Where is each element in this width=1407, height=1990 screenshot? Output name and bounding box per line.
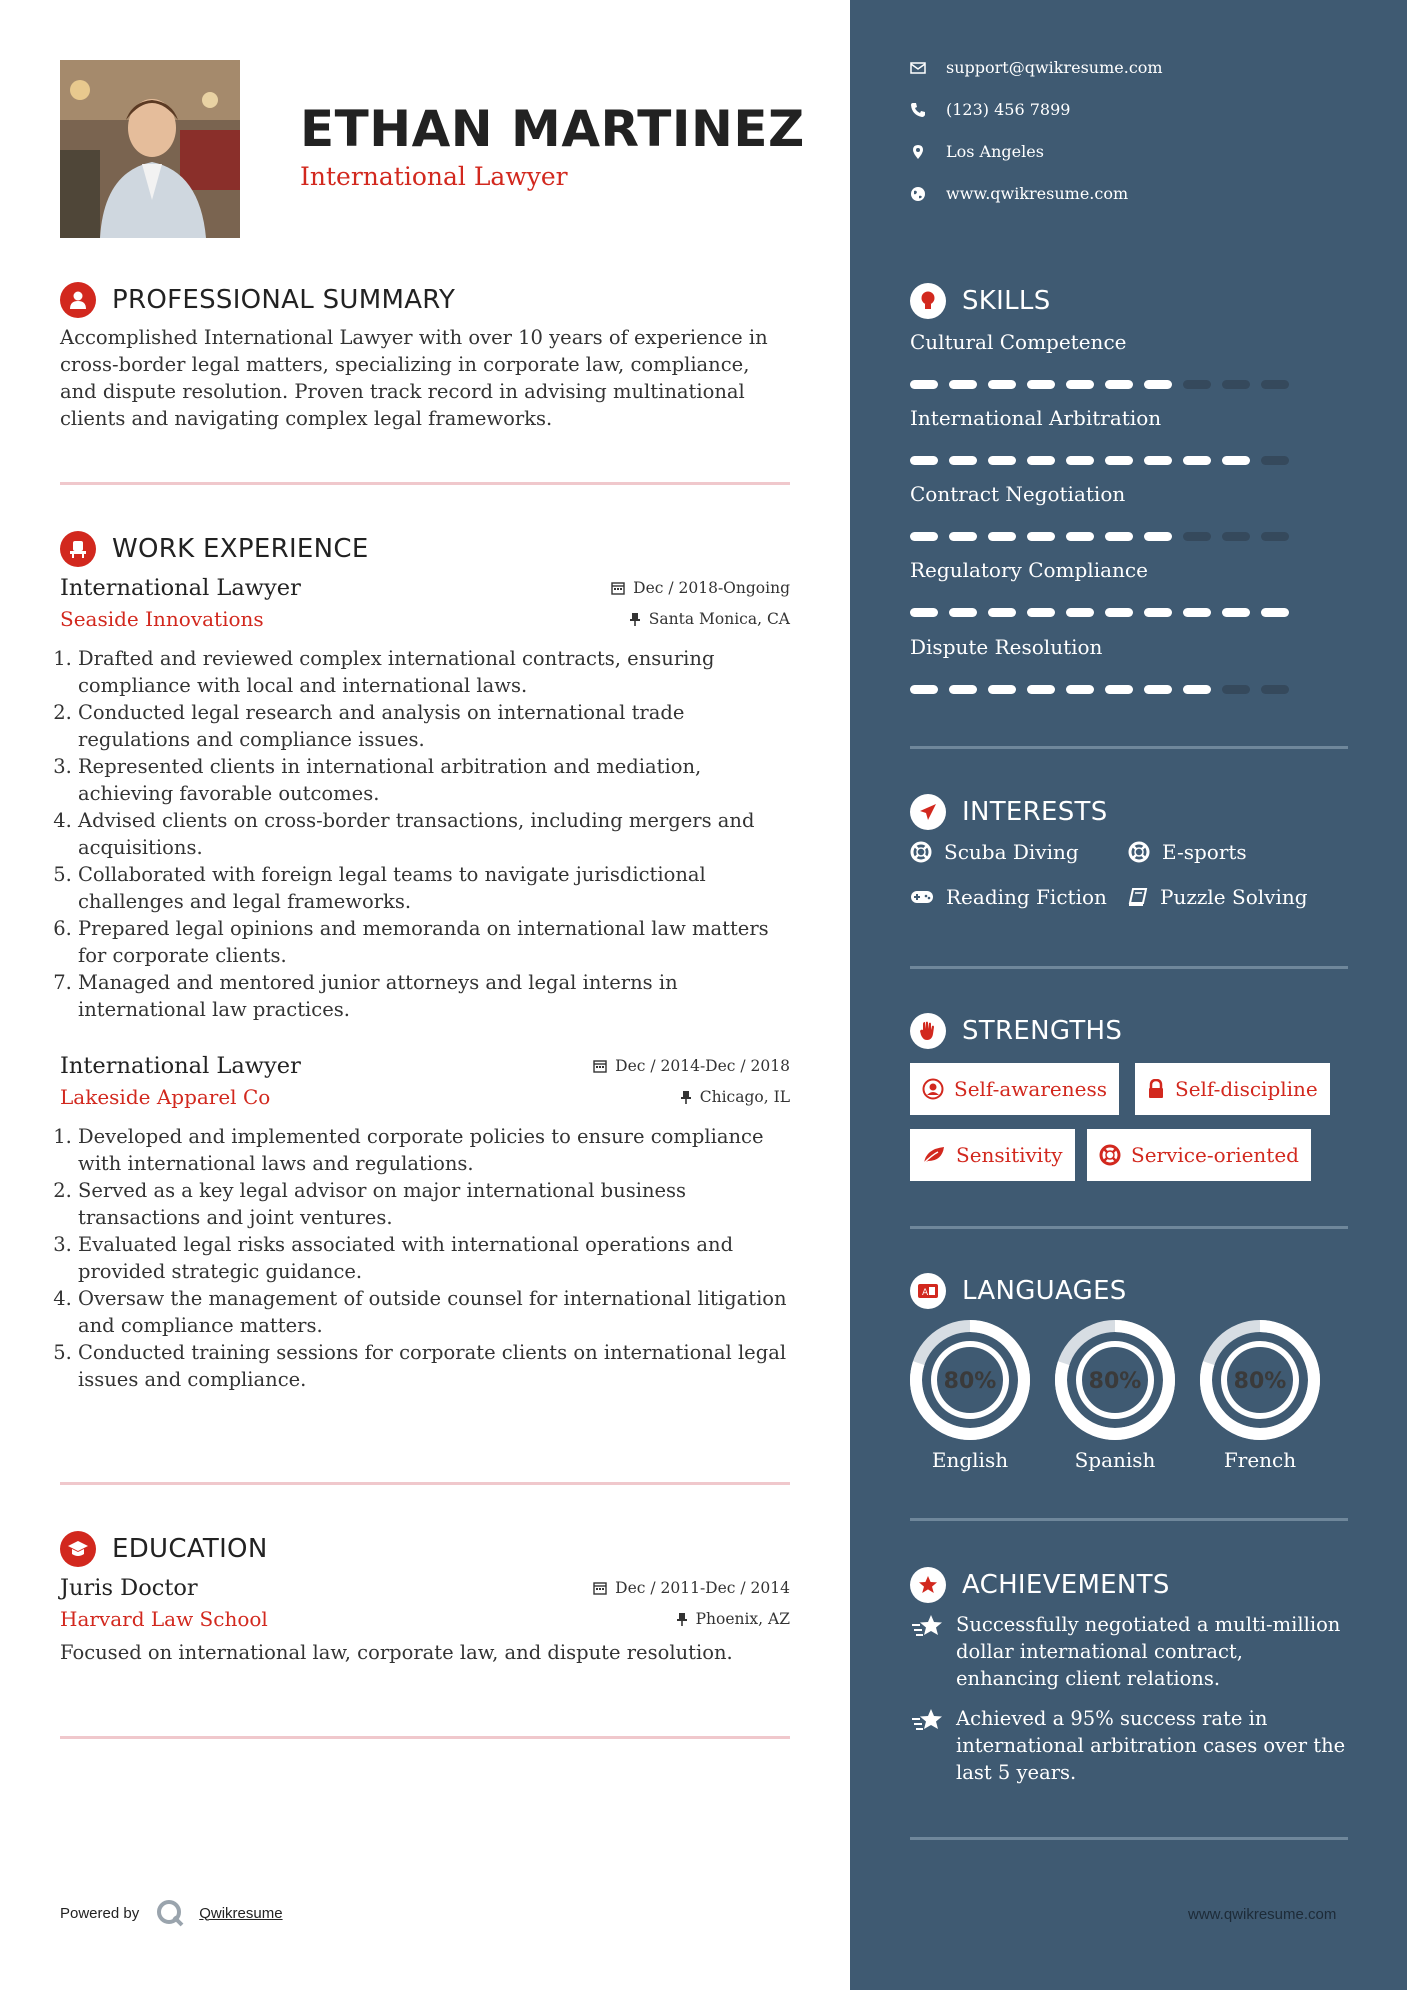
job-location xyxy=(680,1088,790,1106)
achievements-header xyxy=(910,1565,1170,1605)
user-icon xyxy=(60,282,96,318)
skill-segment xyxy=(1222,685,1250,694)
job-location-text: Santa Monica, CA xyxy=(648,610,790,628)
skill-segment xyxy=(1027,685,1055,694)
footer-website[interactable]: www.qwikresume.com xyxy=(1188,1906,1337,1923)
skills-header xyxy=(910,281,1051,321)
skill-segment xyxy=(1066,456,1094,465)
leaf-icon xyxy=(922,1145,946,1165)
strengths-header xyxy=(910,1011,1122,1051)
skill-segment xyxy=(1105,685,1133,694)
skill-segment xyxy=(1105,532,1133,541)
skill-segment xyxy=(949,456,977,465)
education-dates-text: Dec / 2011-Dec / 2014 xyxy=(615,1579,790,1597)
skill-segment xyxy=(988,456,1016,465)
strength-chip xyxy=(910,1063,1119,1115)
skill-segment xyxy=(1261,532,1289,541)
skill-segment xyxy=(1261,456,1289,465)
interest-item xyxy=(910,885,1107,909)
skill-segment xyxy=(1144,456,1172,465)
life-ring-icon xyxy=(1099,1144,1121,1166)
portrait-image xyxy=(60,60,240,238)
strengths-heading: STRENGTHS xyxy=(962,1016,1123,1046)
skill-segment xyxy=(910,456,938,465)
skill-name: Cultural Competence xyxy=(910,330,1127,354)
language-name: French xyxy=(1223,1448,1297,1472)
profile-photo xyxy=(60,60,240,238)
contact-phone[interactable] xyxy=(910,100,1070,119)
job-bullets xyxy=(60,1123,790,1393)
language-name: Spanish xyxy=(1074,1448,1156,1472)
section-divider xyxy=(60,1482,790,1485)
education-heading: EDUCATION xyxy=(112,1534,268,1564)
skill-segment xyxy=(1261,380,1289,389)
summary-text: Accomplished International Lawyer with over 10 years of experience in cross-border legal matters, specializing in corporate law, compliance, and dispute resolution. Proven track record in advising multinational clients and navigating complex legal frameworks. xyxy=(60,326,768,430)
hand-icon xyxy=(910,1013,946,1049)
envelope-icon xyxy=(910,61,926,75)
skill-segment xyxy=(988,685,1016,694)
skill-segment xyxy=(1144,685,1172,694)
shooting-star-icon xyxy=(910,1613,946,1641)
job-title: International Lawyer xyxy=(60,575,301,601)
paper-plane-icon xyxy=(910,794,946,830)
job-entry xyxy=(60,575,790,1023)
skill-segment xyxy=(1183,685,1211,694)
skill-segment xyxy=(1222,380,1250,389)
qwikresume-link[interactable]: Qwikresume xyxy=(199,1904,283,1922)
gamepad-icon xyxy=(910,889,934,905)
skill-level-bar xyxy=(910,685,1289,694)
lightbulb-icon xyxy=(910,283,946,319)
star-icon xyxy=(910,1567,946,1603)
phone-icon xyxy=(910,102,926,118)
list-item: 6. Prepared legal opinions and memoranda on international law matters for corporate clients. xyxy=(78,915,790,969)
pushpin-icon xyxy=(676,1612,688,1626)
interest-item xyxy=(1128,885,1308,909)
interest-item xyxy=(1128,840,1247,864)
skill-segment xyxy=(988,532,1016,541)
strength-chip xyxy=(910,1129,1075,1181)
language-item xyxy=(1198,1318,1322,1472)
language-name: English xyxy=(931,1448,1009,1472)
sidebar-divider xyxy=(910,746,1348,749)
degree: Juris Doctor xyxy=(60,1575,198,1601)
skill-segment xyxy=(1222,608,1250,617)
education-location-text: Phoenix, AZ xyxy=(695,1610,790,1628)
job-location xyxy=(629,610,790,628)
contact-website-text: www.qwikresume.com xyxy=(946,184,1129,203)
skill-segment xyxy=(1222,532,1250,541)
skill-segment xyxy=(1261,608,1289,617)
skill-segment xyxy=(949,685,977,694)
contact-location-text: Los Angeles xyxy=(946,142,1044,161)
book-icon xyxy=(1128,887,1148,907)
achievement-item xyxy=(910,1705,1350,1786)
skill-segment xyxy=(1144,532,1172,541)
sidebar-divider xyxy=(910,1837,1348,1840)
sidebar-divider xyxy=(910,1518,1348,1521)
job-company: Seaside Innovations xyxy=(60,607,264,631)
skill-segment xyxy=(1027,532,1055,541)
achievement-text: Achieved a 95% success rate in international arbitration cases over the last 5 years. xyxy=(956,1707,1346,1784)
section-divider xyxy=(60,482,790,485)
skill-segment xyxy=(1066,380,1094,389)
summary-header xyxy=(60,280,790,320)
contact-email[interactable] xyxy=(910,58,1163,77)
job-bullets xyxy=(60,645,790,1023)
language-percent: 80% xyxy=(943,1369,997,1394)
school: Harvard Law School xyxy=(60,1607,268,1631)
sidebar-divider xyxy=(910,966,1348,969)
language-percent: 80% xyxy=(1233,1369,1287,1394)
education-location xyxy=(676,1610,790,1628)
education-dates xyxy=(593,1579,790,1597)
skill-segment xyxy=(1183,380,1211,389)
user-circle-icon xyxy=(922,1078,944,1100)
interests-header xyxy=(910,792,1108,832)
skill-segment xyxy=(1105,380,1133,389)
skill-name: Regulatory Compliance xyxy=(910,558,1148,582)
pushpin-icon xyxy=(680,1090,692,1104)
location-pin-icon xyxy=(910,144,926,160)
list-item: 1. Drafted and reviewed complex international contracts, ensuring compliance with local and international laws. xyxy=(78,645,790,699)
language-progress-ring xyxy=(1053,1318,1177,1442)
skill-segment xyxy=(910,608,938,617)
life-ring-icon xyxy=(1128,841,1150,863)
language-progress-ring xyxy=(1198,1318,1322,1442)
footer-powered-by xyxy=(60,1898,283,1928)
strength-chip xyxy=(1135,1063,1330,1115)
list-item: 4. Oversaw the management of outside counsel for international litigation and compliance matters. xyxy=(78,1285,790,1339)
job-dates-text: Dec / 2014-Dec / 2018 xyxy=(615,1057,790,1075)
skill-segment xyxy=(1066,685,1094,694)
skills-heading: SKILLS xyxy=(962,286,1051,316)
skill-segment xyxy=(1144,380,1172,389)
skill-segment xyxy=(1183,532,1211,541)
calendar-icon xyxy=(593,1059,607,1073)
skill-segment xyxy=(1027,380,1055,389)
strength-label: Self-discipline xyxy=(1175,1077,1318,1101)
summary-section xyxy=(60,280,790,432)
calendar-icon xyxy=(611,581,625,595)
achievements-heading: ACHIEVEMENTS xyxy=(962,1570,1170,1600)
job-dates-text: Dec / 2018-Ongoing xyxy=(633,579,790,597)
interest-label: Puzzle Solving xyxy=(1160,885,1308,909)
skill-segment xyxy=(1105,456,1133,465)
skill-segment xyxy=(949,532,977,541)
list-item: 7. Managed and mentored junior attorneys and legal interns in international law practices. xyxy=(78,969,790,1023)
list-item: 4. Advised clients on cross-border transactions, including mergers and acquisitions. xyxy=(78,807,790,861)
language-percent: 80% xyxy=(1088,1369,1142,1394)
candidate-name: ETHAN MARTINEZ xyxy=(300,100,805,158)
lock-icon xyxy=(1147,1079,1165,1099)
job-entry xyxy=(60,1053,790,1393)
shooting-star-icon xyxy=(910,1707,946,1735)
skill-segment xyxy=(949,608,977,617)
education-description: Focused on international law, corporate law, and dispute resolution. xyxy=(60,1641,733,1664)
skill-segment xyxy=(988,380,1016,389)
skill-level-bar xyxy=(910,456,1289,465)
section-divider xyxy=(60,1736,790,1739)
pushpin-icon xyxy=(629,612,641,626)
skill-segment xyxy=(1066,532,1094,541)
candidate-title: International Lawyer xyxy=(300,162,568,191)
job-dates xyxy=(611,579,790,597)
language-progress-ring xyxy=(908,1318,1032,1442)
list-item: 2. Served as a key legal advisor on major international business transactions and joint ventures. xyxy=(78,1177,790,1231)
summary-heading: PROFESSIONAL SUMMARY xyxy=(112,285,456,315)
list-item: 1. Developed and implemented corporate policies to ensure compliance with international laws and regulations. xyxy=(78,1123,790,1177)
language-item xyxy=(908,1318,1032,1472)
skill-segment xyxy=(910,685,938,694)
list-item: 5. Collaborated with foreign legal teams to navigate jurisdictional challenges and legal frameworks. xyxy=(78,861,790,915)
achievement-text: Successfully negotiated a multi-million dollar international contract, enhancing client relations. xyxy=(956,1613,1341,1690)
languages-heading: LANGUAGES xyxy=(962,1276,1127,1306)
list-item: 3. Represented clients in international arbitration and mediation, achieving favorable outcomes. xyxy=(78,753,790,807)
skill-segment xyxy=(1027,608,1055,617)
job-location-text: Chicago, IL xyxy=(699,1088,790,1106)
svg-text:A: A xyxy=(922,1288,929,1298)
powered-by-label: Powered by xyxy=(60,1904,140,1922)
skill-name: Contract Negotiation xyxy=(910,482,1126,506)
skill-segment xyxy=(1027,456,1055,465)
skill-segment xyxy=(1183,608,1211,617)
skill-segment xyxy=(988,608,1016,617)
achievement-item xyxy=(910,1611,1350,1692)
skill-segment xyxy=(910,380,938,389)
contact-phone-text: (123) 456 7899 xyxy=(946,100,1071,119)
skill-level-bar xyxy=(910,380,1289,389)
skill-segment xyxy=(1105,608,1133,617)
interest-label: E-sports xyxy=(1162,840,1247,864)
skill-segment xyxy=(1144,608,1172,617)
education-header xyxy=(60,1529,790,1569)
qwikresume-logo-icon xyxy=(155,1898,185,1928)
list-item: 2. Conducted legal research and analysis on international trade regulations and compliance issues. xyxy=(78,699,790,753)
strength-label: Service-oriented xyxy=(1131,1143,1299,1167)
interest-label: Scuba Diving xyxy=(944,840,1079,864)
briefcase-icon xyxy=(60,531,96,567)
education-section xyxy=(60,1529,790,1666)
job-company: Lakeside Apparel Co xyxy=(60,1085,271,1109)
list-item: 5. Conducted training sessions for corporate clients on international legal issues and compliance. xyxy=(78,1339,790,1393)
calendar-icon xyxy=(593,1581,607,1595)
contact-location xyxy=(910,142,1044,161)
languages-header xyxy=(910,1271,1127,1311)
experience-header xyxy=(60,529,790,569)
education-entry xyxy=(60,1575,790,1666)
skill-segment xyxy=(1183,456,1211,465)
skill-segment xyxy=(910,532,938,541)
job-title: International Lawyer xyxy=(60,1053,301,1079)
language-icon xyxy=(910,1273,946,1309)
skill-segment xyxy=(1222,456,1250,465)
strength-label: Sensitivity xyxy=(956,1143,1063,1167)
graduation-cap-icon xyxy=(60,1531,96,1567)
contact-email-text: support@qwikresume.com xyxy=(946,58,1163,77)
skill-name: Dispute Resolution xyxy=(910,635,1103,659)
contact-website[interactable] xyxy=(910,184,1128,203)
interest-label: Reading Fiction xyxy=(946,885,1107,909)
interests-heading: INTERESTS xyxy=(962,797,1108,827)
experience-heading: WORK EXPERIENCE xyxy=(112,534,369,564)
skill-segment xyxy=(1066,608,1094,617)
skill-level-bar xyxy=(910,608,1289,617)
skill-level-bar xyxy=(910,532,1289,541)
strength-label: Self-awareness xyxy=(954,1077,1107,1101)
sidebar-divider xyxy=(910,1226,1348,1229)
skill-name: International Arbitration xyxy=(910,406,1162,430)
life-ring-icon xyxy=(910,841,932,863)
skill-segment xyxy=(1261,685,1289,694)
job-dates xyxy=(593,1057,790,1075)
skill-segment xyxy=(949,380,977,389)
strength-chip xyxy=(1087,1129,1311,1181)
language-item xyxy=(1053,1318,1177,1472)
globe-icon xyxy=(910,186,926,202)
list-item: 3. Evaluated legal risks associated with international operations and provided strategic guidance. xyxy=(78,1231,790,1285)
interest-item xyxy=(910,840,1079,864)
experience-section xyxy=(60,529,790,1393)
